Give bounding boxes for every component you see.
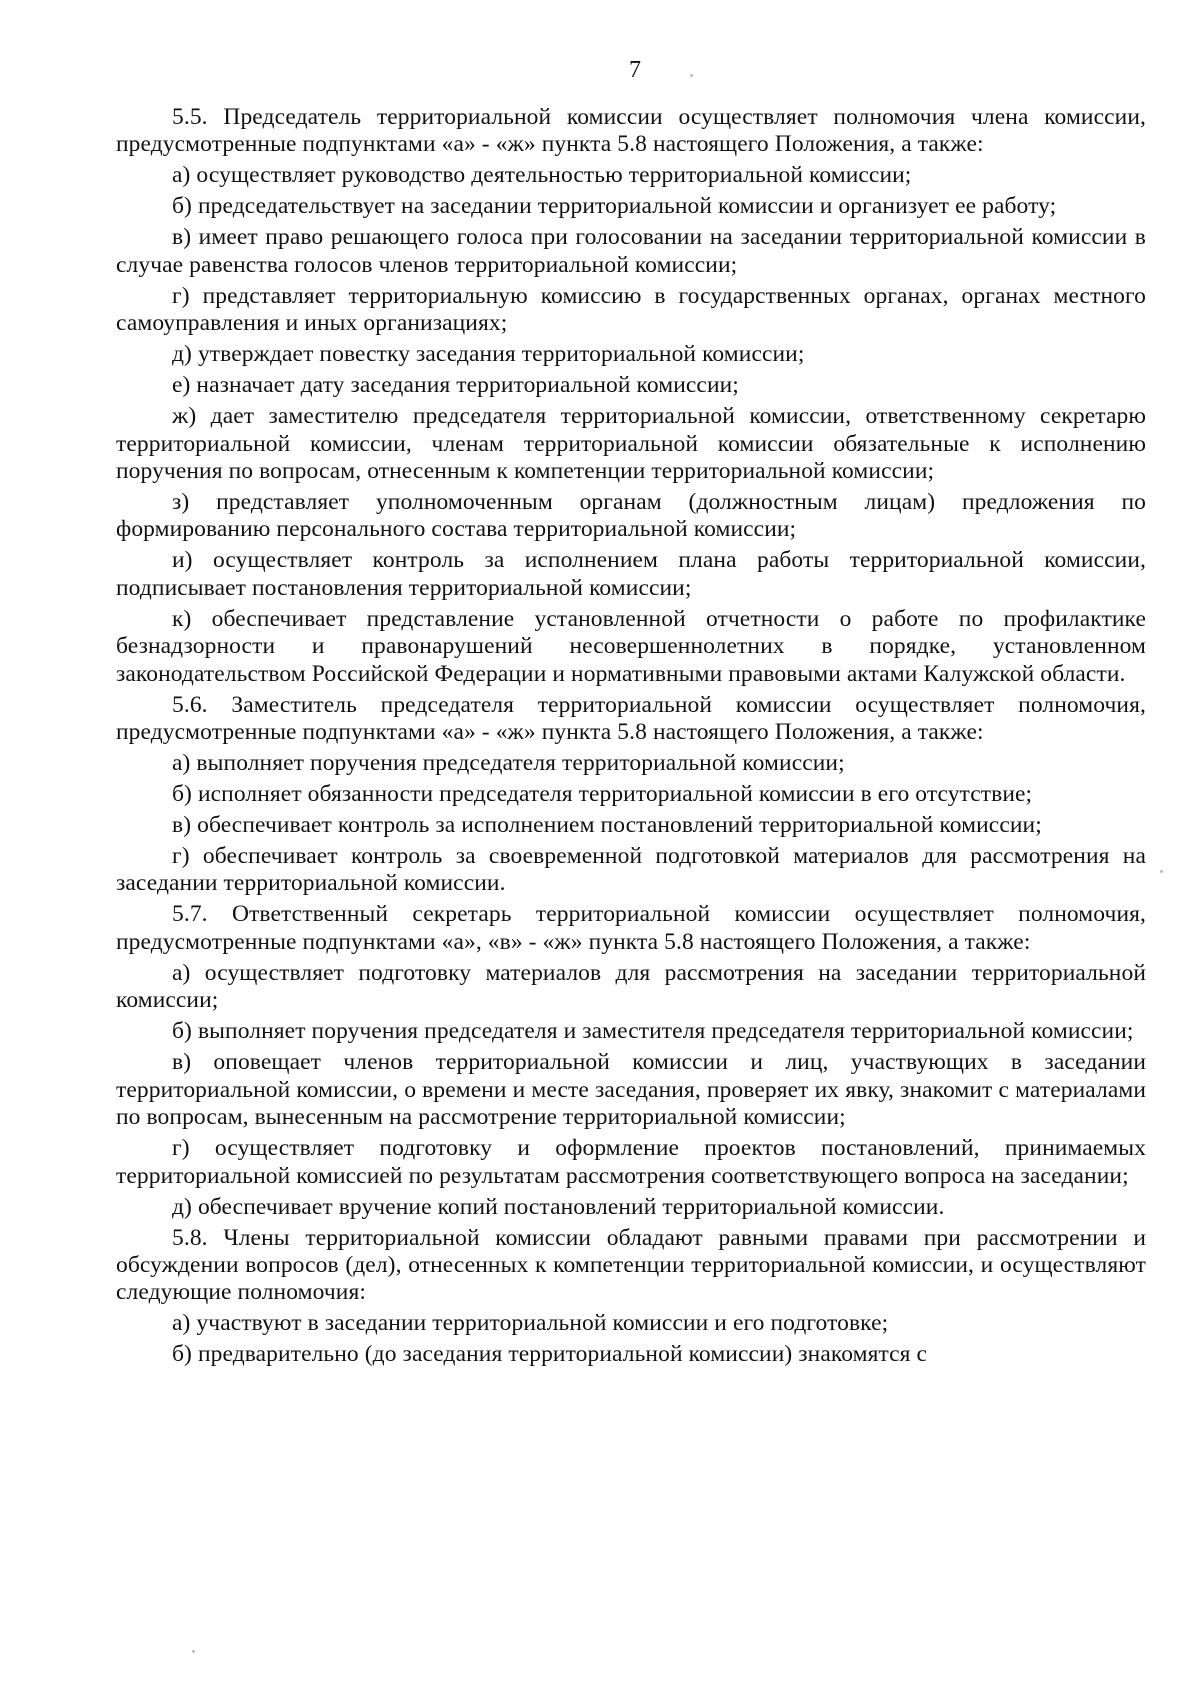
scan-speck — [1160, 870, 1163, 873]
paragraph-5-5-i: и) осуществляет контроль за исполнением плана работы территориальной комиссии, подписывает постановления территориальной комиссии; — [116, 547, 1146, 601]
paragraph-5-8: 5.8. Члены территориальной комиссии обладают равными правами при рассмотрении и обсуждении вопросов (дел), отнесенных к компетенции территориальной комиссии, и осуществляют следующие полномочия: — [116, 1224, 1146, 1306]
paragraph-5-8-a: а) участвуют в заседании территориальной комиссии и его подготовке; — [172, 1310, 889, 1337]
paragraph-5-7-d: д) обеспечивает вручение копий постановлений территориальной комиссии. — [172, 1193, 945, 1220]
paragraph-5-5-v: в) имеет право решающего голоса при голосовании на заседании территориальной комиссии в случае равенства голосов членов территориальной комиссии; — [116, 224, 1146, 278]
document-body — [116, 104, 1146, 1372]
paragraph-5-5-d: д) утверждает повестку заседания территориальной комиссии; — [172, 341, 805, 368]
page-number: 7 — [629, 57, 641, 83]
paragraph-5-5-g: г) представляет территориальную комиссию в государственных органах, органах местного самоуправления и иных организациях; — [116, 282, 1146, 337]
paragraph-5-6-b: б) исполняет обязанности председателя территориальной комиссии в его отсутствие; — [172, 781, 1033, 808]
paragraph-5-6-v: в) обеспечивает контроль за исполнением постановлений территориальной комиссии; — [172, 812, 1042, 839]
paragraph-5-5-e: е) назначает дату заседания территориальной комиссии; — [172, 372, 739, 399]
paragraph-5-7-b: б) выполняет поручения председателя и заместителя председателя территориальной комиссии; — [172, 1018, 1134, 1045]
paragraph-5-6-g: г) обеспечивает контроль за своевременной подготовкой материалов для рассмотрения на заседании территориальной комиссии. — [116, 843, 1146, 897]
paragraph-5-5-b: б) председательствует на заседании территориальной комиссии и организует ее работу; — [172, 193, 1057, 220]
paragraph-5-5-a: а) осуществляет руководство деятельностью территориальной комиссии; — [172, 162, 912, 189]
paragraph-5-7: 5.7. Ответственный секретарь территориальной комиссии осуществляет полномочия, предусмотренные подпунктами «а», «в» - «ж» пункта 5.8 настоящего Положения, а также: — [116, 901, 1146, 955]
scan-speck — [690, 74, 693, 77]
paragraph-5-8-b: б) предварительно (до заседания территориальной комиссии) знакомятся с — [172, 1341, 928, 1368]
paragraph-5-6-a: а) выполняет поручения председателя территориальной комиссии; — [172, 750, 845, 777]
scan-speck — [192, 1650, 195, 1653]
paragraph-5-5-z: з) представляет уполномоченным органам (должностным лицам) предложения по формированию персонального состава территориальной комиссии; — [116, 489, 1146, 543]
paragraph-5-5-zh: ж) дает заместителю председателя территориальной комиссии, ответственному секретарю территориальной комиссии, членам территориальной комиссии обязательные к исполнению поручения по вопросам, отнесенным к компетенции территориальной комиссии; — [116, 403, 1146, 485]
paragraph-5-6: 5.6. Заместитель председателя территориальной комиссии осуществляет полномочия, предусмотренные подпунктами «а» - «ж» пункта 5.8 настоящего Положения, а также: — [116, 691, 1146, 746]
paragraph-5-7-v: в) оповещает членов территориальной комиссии и лиц, участвующих в заседании территориальной комиссии, о времени и месте заседания, проверяет их явку, знакомит с материалами по вопросам, вынесенным на рассмотрение территориальной комиссии; — [116, 1049, 1146, 1131]
paragraph-5-5-k: к) обеспечивает представление установленной отчетности о работе по профилактике безнадзорности и правонарушений несовершеннолетних в порядке, установленном законодательством Российской Федерации и нормативными правовыми актами Калужской области. — [116, 605, 1146, 687]
paragraph-5-5: 5.5. Председатель территориальной комиссии осуществляет полномочия члена комиссии, предусмотренные подпунктами «а» - «ж» пункта 5.8 настоящего Положения, а также: — [116, 104, 1146, 158]
paragraph-5-7-a: а) осуществляет подготовку материалов для рассмотрения на заседании территориальной комиссии; — [116, 959, 1146, 1014]
paragraph-5-7-g: г) осуществляет подготовку и оформление проектов постановлений, принимаемых территориальной комиссией по результатам рассмотрения соответствующего вопроса на заседании; — [116, 1135, 1146, 1189]
